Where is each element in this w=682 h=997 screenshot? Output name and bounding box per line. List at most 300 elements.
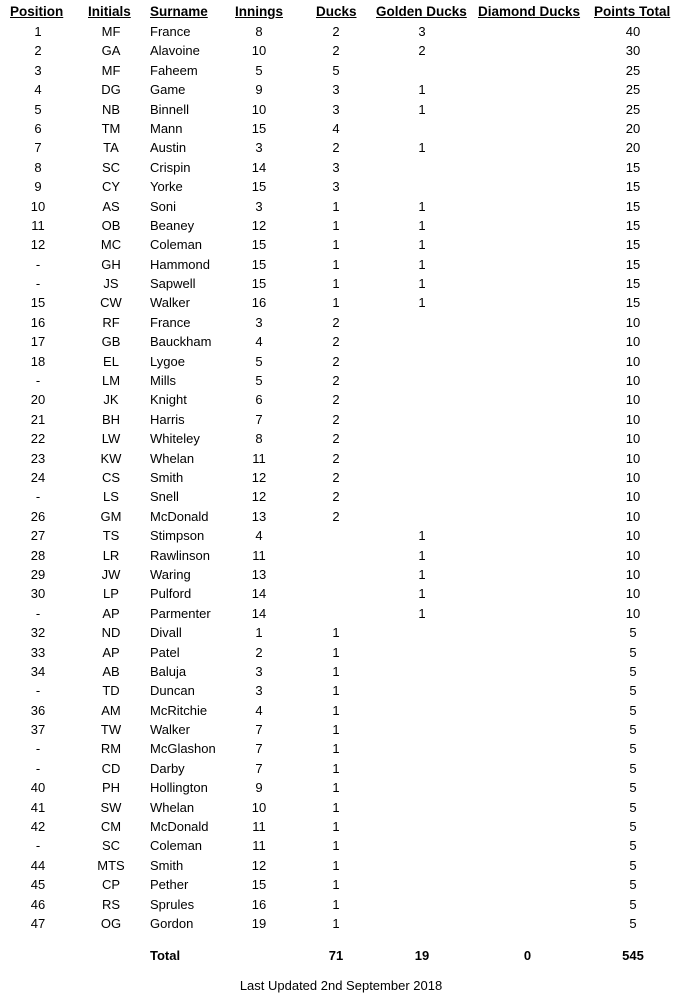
cell-position: - [35,276,41,292]
header-innings: Innings [235,4,283,19]
cell-surname: Crispin [150,159,191,175]
cell-points-total: 10 [625,566,641,582]
cell-points-total: 5 [629,702,637,718]
totals-points: 545 [622,948,644,963]
cell-points-total: 10 [625,489,641,505]
cell-initials: MTS [97,857,125,873]
cell-points-total: 15 [625,256,641,272]
cell-surname: Rawlinson [150,547,210,563]
cell-initials: AP [102,605,120,621]
cell-ducks: 1 [332,644,340,660]
cell-initials: CP [101,877,121,893]
table-row [0,255,682,274]
cell-ducks: 1 [332,237,340,253]
cell-innings: 11 [252,819,266,835]
cell-points-total: 5 [629,722,637,738]
cell-ducks: 3 [332,101,340,117]
cell-innings: 11 [252,547,266,563]
cell-surname: France [150,24,191,39]
cell-innings: 15 [251,120,267,136]
cell-golden-ducks: 1 [418,198,426,214]
cell-golden-ducks: 1 [418,566,426,582]
cell-position: 47 [30,915,46,931]
cell-innings: 2 [255,644,263,660]
cell-points-total: 10 [625,431,641,447]
cell-ducks: 1 [332,857,340,873]
totals-label: Total [150,948,181,963]
cell-points-total: 5 [629,838,637,854]
cell-ducks: 2 [332,140,340,156]
cell-surname: Knight [150,392,187,408]
table-row [0,739,682,758]
cell-surname: Soni [150,198,177,214]
table-row [0,352,682,371]
cell-surname: Smith [150,857,184,873]
cell-surname: Lygoe [150,353,185,369]
cell-innings: 16 [251,295,267,311]
cell-initials: RM [100,741,122,757]
cell-initials: SW [100,799,122,815]
cell-ducks: 3 [332,159,340,175]
cell-golden-ducks: 3 [418,24,426,39]
table-row [0,119,682,138]
cell-surname: Hammond [150,256,210,272]
totals-golden-ducks: 19 [414,948,430,963]
cell-surname: Smith [150,469,184,485]
cell-ducks: 1 [332,722,340,738]
cell-innings: 7 [255,411,263,427]
header-position: Position [10,4,64,19]
cell-points-total: 5 [629,741,637,757]
cell-ducks: 1 [332,663,340,679]
cell-position: 23 [30,450,46,466]
cell-ducks: 2 [332,431,340,447]
last-updated-note: Last Updated 2nd September 2018 [239,978,443,993]
cell-ducks: 5 [332,62,340,78]
cell-position: 21 [30,411,46,427]
table-row [0,798,682,817]
table-row [0,623,682,642]
cell-position: - [35,838,41,854]
cell-position: 2 [34,43,42,59]
cell-ducks: 1 [332,702,340,718]
cell-initials: MC [100,237,122,253]
table-row [0,332,682,351]
cell-innings: 9 [255,82,263,98]
cell-ducks: 3 [332,179,340,195]
cell-ducks: 2 [332,450,340,466]
cell-points-total: 15 [625,198,641,214]
cell-ducks: 1 [332,276,340,292]
cell-surname: Game [150,82,186,98]
cell-initials: TD [102,683,120,699]
cell-ducks: 1 [332,295,340,311]
cell-initials: AM [101,702,121,718]
cell-position: 42 [30,819,46,835]
table-row [0,274,682,293]
cell-innings: 1 [255,625,263,641]
cell-ducks: 2 [332,392,340,408]
cell-ducks: 1 [332,217,340,233]
table-row [0,158,682,177]
cell-initials: LW [101,431,121,447]
table-row [0,429,682,448]
cell-ducks: 1 [332,741,340,757]
cell-golden-ducks: 1 [418,140,426,156]
cell-position: 9 [34,179,42,195]
cell-surname: Mills [150,373,176,389]
table-row [0,565,682,584]
table-row [0,22,682,41]
cell-points-total: 10 [625,508,641,524]
cell-ducks: 2 [332,314,340,330]
cell-innings: 4 [255,334,263,350]
table-row [0,390,682,409]
cell-initials: TS [102,528,120,544]
cell-initials: CW [100,295,122,311]
cell-innings: 10 [251,799,267,815]
cell-innings: 7 [255,741,263,757]
cell-points-total: 10 [625,450,641,466]
table-row [0,293,682,312]
cell-surname: Stimpson [150,528,205,544]
cell-ducks: 1 [332,198,340,214]
cell-golden-ducks: 1 [418,217,426,233]
table-row [0,895,682,914]
cell-initials: LR [102,547,120,563]
cell-points-total: 5 [629,663,637,679]
cell-points-total: 10 [625,469,641,485]
cell-initials: GA [101,43,121,59]
cell-ducks: 1 [332,760,340,776]
cell-initials: AP [102,644,120,660]
cell-position: - [35,373,41,389]
table-row [0,643,682,662]
cell-initials: GM [100,508,122,524]
cell-initials: AS [102,198,120,214]
cell-position: 20 [30,392,46,408]
cell-ducks: 2 [332,508,340,524]
cell-golden-ducks: 1 [418,82,426,98]
cell-initials: CY [101,179,121,195]
cell-points-total: 40 [625,24,641,39]
cell-position: 36 [30,702,46,718]
table-row [0,371,682,390]
cell-ducks: 1 [332,838,340,854]
cell-initials: SC [101,159,121,175]
cell-innings: 5 [255,373,263,389]
cell-surname: Whiteley [150,431,200,447]
cell-points-total: 5 [629,780,637,796]
cell-innings: 19 [251,915,267,931]
header-surname: Surname [150,4,208,19]
table-row [0,778,682,797]
cell-innings: 10 [251,43,267,59]
cell-points-total: 5 [629,915,637,931]
cell-ducks: 2 [332,489,340,505]
cell-innings: 6 [255,392,263,408]
table-row [0,817,682,836]
cell-points-total: 25 [625,101,641,117]
cell-position: 44 [30,857,46,873]
cell-points-total: 30 [625,43,641,59]
cell-position: 33 [30,644,46,660]
table-row [0,701,682,720]
header-initials: Initials [88,4,131,19]
cell-position: 45 [30,877,46,893]
table-row [0,449,682,468]
cell-surname: Pulford [150,586,192,602]
cell-golden-ducks: 1 [418,528,426,544]
cell-points-total: 10 [625,411,641,427]
cell-initials: CD [101,760,121,776]
cell-innings: 7 [255,722,263,738]
totals-row [0,946,682,966]
cell-surname: Mann [150,120,183,136]
table-row [0,662,682,681]
table-row [0,468,682,487]
cell-innings: 3 [255,663,263,679]
cell-ducks: 3 [332,82,340,98]
cell-innings: 13 [251,566,267,582]
table-row [0,235,682,254]
cell-ducks: 2 [332,469,340,485]
cell-position: 27 [30,528,46,544]
cell-innings: 11 [252,450,266,466]
cell-points-total: 20 [625,140,641,156]
cell-position: 26 [30,508,46,524]
table-row [0,313,682,332]
table-row [0,720,682,739]
cell-golden-ducks: 1 [418,547,426,563]
cell-initials: MF [101,24,121,39]
cell-position: 7 [34,140,42,156]
cell-position: - [35,489,41,505]
cell-innings: 12 [251,857,267,873]
cell-position: 8 [34,159,42,175]
cell-initials: CS [101,469,121,485]
cell-points-total: 5 [629,819,637,835]
cell-innings: 12 [251,469,267,485]
cell-initials: MF [101,62,121,78]
cell-position: - [35,256,41,272]
cell-position: - [35,683,41,699]
cell-points-total: 5 [629,644,637,660]
cell-innings: 15 [251,877,267,893]
cell-initials: TM [101,120,121,136]
cell-initials: RF [102,314,120,330]
cell-surname: Darby [150,760,185,776]
header-golden-ducks: Golden Ducks [376,4,467,19]
cell-innings: 4 [255,702,263,718]
cell-surname: France [150,314,191,330]
cell-position: 40 [30,780,46,796]
cell-position: - [35,760,41,776]
table-row [0,177,682,196]
cell-surname: Coleman [150,838,203,854]
cell-golden-ducks: 1 [418,586,426,602]
cell-points-total: 15 [625,237,641,253]
cell-innings: 3 [255,314,263,330]
cell-innings: 3 [255,198,263,214]
cell-initials: EL [103,353,119,369]
cell-innings: 14 [251,159,267,175]
cell-points-total: 15 [625,295,641,311]
cell-innings: 14 [251,586,267,602]
cell-points-total: 5 [629,625,637,641]
cell-golden-ducks: 1 [418,276,426,292]
table-row [0,507,682,526]
cell-surname: Walker [150,295,190,311]
cell-points-total: 5 [629,877,637,893]
table-row [0,197,682,216]
cell-initials: LS [103,489,119,505]
cell-ducks: 2 [332,24,340,39]
cell-initials: BH [101,411,121,427]
table-row [0,856,682,875]
cell-surname: Hollington [150,780,208,796]
cell-surname: McRitchie [150,702,208,718]
cell-surname: Alavoine [150,43,200,59]
cell-innings: 15 [251,276,267,292]
cell-innings: 14 [251,605,267,621]
cell-surname: Pether [150,877,189,893]
cell-points-total: 15 [625,159,641,175]
cell-points-total: 15 [625,179,641,195]
cell-surname: Coleman [150,237,203,253]
table-row [0,487,682,506]
cell-surname: Sprules [150,896,195,912]
cell-initials: JW [101,566,121,582]
table-row [0,100,682,119]
cell-innings: 7 [255,760,263,776]
table-row [0,681,682,700]
cell-position: 18 [30,353,46,369]
cell-surname: Gordon [150,915,194,931]
cell-position: 5 [34,101,42,117]
cell-surname: Whelan [150,450,195,466]
cell-innings: 5 [255,353,263,369]
totals-ducks: 71 [328,948,344,963]
cell-innings: 4 [255,528,263,544]
cell-initials: TA [103,140,119,156]
cell-ducks: 1 [332,915,340,931]
cell-innings: 12 [251,489,267,505]
cell-initials: KW [100,450,122,466]
cell-innings: 3 [255,140,263,156]
cell-position: 29 [30,566,46,582]
cell-surname: Yorke [150,179,183,195]
table-row [0,836,682,855]
cell-position: 16 [30,314,46,330]
cell-points-total: 10 [625,605,641,621]
cell-surname: Duncan [150,683,195,699]
cell-surname: Harris [150,411,185,427]
cell-surname: Faheem [150,62,198,78]
cell-position: - [35,605,41,621]
cell-innings: 8 [255,431,263,447]
cell-golden-ducks: 1 [418,101,426,117]
cell-ducks: 1 [332,896,340,912]
cell-ducks: 4 [332,120,340,136]
cell-initials: DG [101,82,121,98]
cell-innings: 3 [255,683,263,699]
cell-points-total: 5 [629,857,637,873]
cell-golden-ducks: 1 [418,237,426,253]
table-row [0,138,682,157]
cell-surname: Divall [150,625,182,641]
cell-initials: PH [101,780,121,796]
table-row [0,584,682,603]
cell-surname: Whelan [150,799,195,815]
cell-initials: LP [103,586,119,602]
cell-surname: Patel [150,644,180,660]
cell-points-total: 10 [625,334,641,350]
cell-points-total: 10 [625,586,641,602]
table-row [0,410,682,429]
cell-points-total: 10 [625,392,641,408]
table-row [0,604,682,623]
cell-ducks: 2 [332,373,340,389]
totals-diamond-ducks: 0 [523,948,532,963]
cell-position: 28 [30,547,46,563]
cell-position: 3 [34,62,42,78]
cell-initials: AB [102,663,120,679]
cell-initials: JS [103,276,119,292]
cell-position: 17 [30,334,46,350]
cell-points-total: 10 [625,547,641,563]
cell-initials: RS [101,896,121,912]
table-row [0,546,682,565]
cell-position: 15 [30,295,46,311]
cell-position: 11 [31,217,45,233]
cell-position: - [35,741,41,757]
cell-position: 30 [30,586,46,602]
cell-innings: 11 [252,838,266,854]
cell-surname: McDonald [150,508,209,524]
cell-initials: OG [100,915,122,931]
cell-surname: Sapwell [150,276,196,292]
cell-points-total: 5 [629,896,637,912]
cell-innings: 10 [251,101,267,117]
table-row [0,914,682,933]
cell-innings: 8 [255,24,263,39]
cell-surname: Binnell [150,101,190,117]
cell-position: 41 [30,799,46,815]
cell-surname: Walker [150,722,190,738]
cell-position: 4 [34,82,42,98]
cell-ducks: 1 [332,819,340,835]
table-row [0,216,682,235]
cell-points-total: 25 [625,62,641,78]
cell-position: 22 [30,431,46,447]
header-points-total: Points Total [594,4,671,19]
cell-position: 1 [34,24,42,39]
cell-golden-ducks: 1 [418,605,426,621]
table-row [0,759,682,778]
cell-initials: TW [100,722,122,738]
cell-innings: 15 [251,237,267,253]
cell-points-total: 10 [625,373,641,389]
cell-points-total: 10 [625,314,641,330]
cell-ducks: 2 [332,353,340,369]
cell-innings: 16 [251,896,267,912]
cell-points-total: 5 [629,760,637,776]
cell-initials: NB [101,101,121,117]
cell-initials: CM [100,819,122,835]
cell-innings: 9 [255,780,263,796]
cell-position: 12 [30,237,46,253]
